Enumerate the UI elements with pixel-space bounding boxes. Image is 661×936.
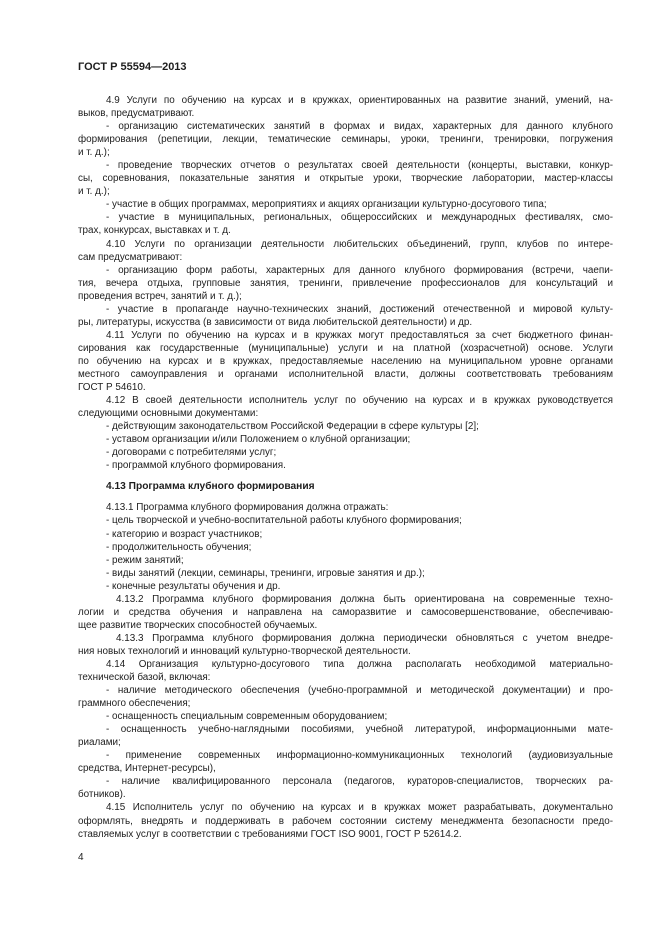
text-line: сы, соревнования, показательные занятия и открытые уроки, творческие лаборатории, мастер-классы: [78, 173, 613, 185]
paragraph: [78, 593, 613, 632]
text-line: ботников).: [78, 789, 126, 801]
document-header: ГОСТ Р 55594—2013: [78, 61, 187, 73]
text-line: и т. д.);: [78, 147, 110, 159]
text-line: средства, Интернет-ресурсы),: [78, 763, 216, 775]
text-line: оформлять, внедрять и поддерживать в рабочем состоянии систему менеджмента безопасности предо-: [78, 815, 613, 827]
text-line: - наличие квалифицированного персонала (педагогов, кураторов-специалистов, творческих ра-: [106, 776, 613, 788]
text-line: сам предусматривают:: [78, 251, 183, 263]
text-line: - договорами с потребителями услуг;: [106, 447, 277, 459]
paragraph: [78, 684, 613, 710]
text-line: 4.10 Услуги по организации деятельности любительских объединений, групп, клубов по интере-: [106, 238, 613, 250]
text-line: риалами;: [78, 737, 121, 749]
text-line: следующими основными документами:: [78, 408, 259, 420]
paragraph: [78, 238, 613, 264]
text-line: - участие в муниципальных, региональных, общероссийских и международных фестивалях, смо-: [106, 212, 613, 224]
paragraph: [78, 394, 613, 420]
text-line: - участие в пропаганде научно-технических знаний, достижений отечественной и мировой культу-: [106, 303, 613, 315]
paragraph: [78, 303, 613, 329]
paragraph: [78, 433, 613, 446]
text-line: логии и средства обучения и направлена на саморазвитие и самосовершенствование, обеспечиваю-: [78, 606, 613, 618]
paragraph: [78, 567, 613, 580]
paragraph: [78, 541, 613, 554]
text-line: ГОСТ Р 54610.: [78, 382, 146, 394]
text-line: - категорию и возраст участников;: [106, 528, 263, 540]
text-line: ния новых технологий и инноваций культурно-творческой деятельности.: [78, 645, 411, 657]
text-line: - режим занятий;: [106, 554, 184, 566]
text-line: трах, конкурсах, выставках и т. д.: [78, 225, 231, 237]
paragraph: [78, 749, 613, 775]
text-line: - оснащенность специальным современным оборудованием;: [106, 711, 388, 723]
text-line: ры, литературы, искусства (в зависимости от вида любительской деятельности) и др.: [78, 316, 473, 328]
text-line: и т. д.);: [78, 186, 110, 198]
text-line: местного самоуправления и органами исполнительной власти, должны соответствовать требованиям: [78, 368, 613, 380]
text-line: 4.13.1 Программа клубного формирования должна отражать:: [106, 502, 389, 514]
section-heading: 4.13 Программа клубного формирования: [106, 481, 315, 493]
text-line: 4.14 Организация культурно-досугового типа должна располагать необходимой материально-: [106, 658, 613, 670]
text-line: - оснащенность учебно-наглядными пособиями, учебной литературой, информационными мате-: [106, 724, 613, 736]
text-line: ставляемых услуг в соответствии с требованиями ГОСТ ISO 9001, ГОСТ Р 52614.2.: [78, 828, 462, 840]
text-line: 4.13.2 Программа клубного формирования должна быть ориентирована на современные техно-: [116, 593, 613, 605]
paragraph: [78, 264, 613, 303]
paragraph: [78, 459, 613, 472]
text-line: выков, предусматривают.: [78, 108, 195, 120]
paragraph: [78, 723, 613, 749]
paragraph: [78, 710, 613, 723]
paragraph: [78, 554, 613, 567]
paragraph: [78, 94, 613, 120]
text-line: 4.13.3 Программа клубного формирования должна периодически обновляться с учетом внедре-: [116, 632, 613, 644]
text-line: граммного обеспечения;: [78, 698, 191, 710]
paragraph: [78, 658, 613, 684]
paragraph: [78, 580, 613, 593]
paragraph: [78, 198, 613, 211]
text-line: - действующим законодательством Российской Федерации в сфере культуры [2];: [106, 421, 479, 433]
text-line: - программой клубного формирования.: [106, 460, 286, 472]
paragraph: [78, 528, 613, 541]
text-line: - виды занятий (лекции, семинары, тренинги, игровые занятия и др.);: [106, 567, 425, 579]
text-line: 4.12 В своей деятельности исполнитель услуг по обучению на курсах и в кружках руководствуется: [106, 395, 613, 407]
page-number: 4: [78, 852, 84, 863]
text-line: - участие в общих программах, мероприятиях и акциях организации культурно-досугового типа;: [106, 199, 547, 211]
text-line: - применение современных информационно-коммуникационных технологий (аудиовизуальные: [106, 750, 613, 762]
paragraph: [78, 632, 613, 658]
text-line: - наличие методического обеспечения (учебно-программной и методической документации) и про-: [106, 685, 613, 697]
paragraph: [78, 159, 613, 198]
text-line: - уставом организации и/или Положением о клубной организации;: [106, 434, 411, 446]
paragraph: [78, 446, 613, 459]
text-line: - организацию форм работы, характерных для данного клубного формирования (встречи, чаепи-: [106, 264, 613, 276]
text-line: 4.15 Исполнитель услуг по обучению на курсах и в кружках может разрабатывать, документально: [106, 802, 613, 814]
text-line: - цель творческой и учебно-воспитательной работы клубного формирования;: [106, 515, 462, 527]
text-line: 4.9 Услуги по обучению на курсах и в кружках, ориентированных на развитие знаний, умений, на-: [106, 95, 613, 106]
text-line: щее развитие творческих способностей обучаемых.: [78, 619, 318, 631]
text-line: технической базой, включая:: [78, 672, 211, 684]
paragraph: [78, 514, 613, 527]
paragraph: [78, 801, 613, 840]
text-line: по обучению на курсах и в кружках, предоставляемые населению на муниципальном уровне органами: [78, 355, 613, 367]
text-line: 4.11 Услуги по обучению на курсах и в кружках могут предоставляться за счет бюджетного финан-: [106, 329, 613, 341]
text-line: формирования (репетиции, лекции, тематические семинары, уроки, тренинги, тренировки, погружения: [78, 134, 613, 146]
text-line: - конечные результаты обучения и др.: [106, 580, 281, 592]
paragraph: [78, 329, 613, 394]
paragraph: [78, 775, 613, 801]
text-line: - продолжительность обучения;: [106, 541, 252, 553]
paragraph: [78, 120, 613, 159]
paragraph: [78, 420, 613, 433]
text-line: - организацию систематических занятий в формах и видах, характерных для данного клубного: [106, 121, 613, 133]
text-line: тия, вечера отдыха, групповые занятия, тренинги, привлечение профессионалов для консультаций и: [78, 277, 613, 289]
text-line: проведения встреч, занятий и т. д.);: [78, 290, 242, 302]
paragraph: [78, 501, 613, 514]
paragraph: [78, 211, 613, 237]
text-line: - проведение творческих отчетов о результатах своей деятельности (концерты, выставки, конкур-: [106, 160, 613, 172]
document-body: [78, 94, 613, 841]
text-line: сирования как государственные (муниципальные) услуги и на платной (хозрасчетной) основе. Услуги: [78, 342, 613, 354]
